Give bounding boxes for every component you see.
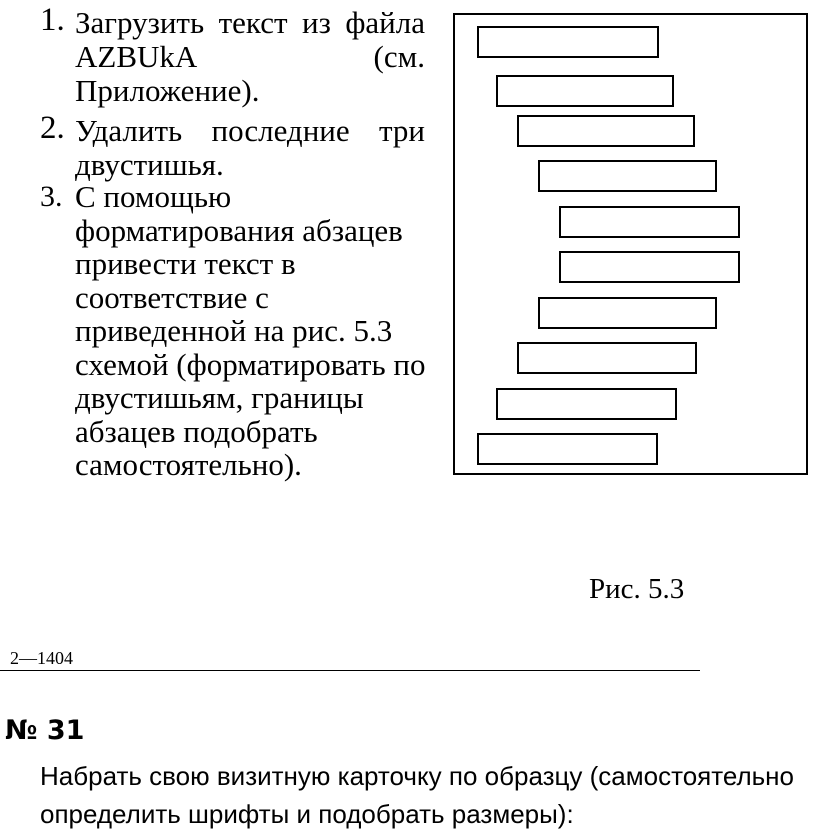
exercise-line-1: Набрать свою визитную карточку по образцу (самостоятельно [40,761,794,791]
task-3-line: соответствие с [75,279,269,315]
task-2-number: 2. [40,110,65,146]
task-1-line-1 [75,6,425,40]
word: из [302,5,331,40]
task-2-line-2 [75,148,425,182]
word: Загрузить [75,5,205,40]
figure-frame [453,13,808,475]
word: три [378,113,425,148]
paragraph-block-8 [517,342,697,374]
task-3-line: привести текст в [75,246,296,281]
task-3-line: самостоятельно). [75,447,302,482]
paragraph-block-6 [559,251,740,283]
task-3-line: схемой (форматировать по [75,346,426,382]
word: Приложение). [75,73,260,108]
task-3-line: С помощью [75,179,232,214]
task-2-line-1 [75,114,425,148]
word: последние [211,113,350,148]
task-3-number: 3. [40,180,63,213]
task-1-number: 1. [40,2,65,38]
paragraph-block-5 [559,206,740,238]
paragraph-block-3 [517,115,695,147]
word: текст [218,5,288,40]
footer-divider [0,670,700,671]
task-2-text [75,114,425,182]
paragraph-block-4 [538,160,717,192]
page-signature: 2—1404 [10,648,73,668]
exercise-number: № 31 [5,715,85,746]
word: двустишья. [75,147,224,182]
exercise-line-2: определить шрифты и подобрать размеры): [40,799,574,829]
task-3-line: форматирования абзацев [75,212,403,248]
word: (см. [373,39,425,74]
paragraph-block-10 [477,433,658,465]
word: Удалить [75,113,183,148]
task-1-line-2 [75,40,425,74]
paragraph-block-1 [477,26,659,58]
paragraph-block-2 [496,75,674,107]
paragraph-block-9 [496,388,677,420]
task-1-line-3 [75,74,425,108]
word: AZBUkA [75,39,198,74]
figure-caption: Рис. 5.3 [589,573,685,605]
task-3-text [75,180,445,482]
word: файла [345,5,425,40]
task-3-line: двустишьям, границы [75,380,364,415]
task-1-text [75,6,425,108]
task-3-line: абзацев подобрать [75,413,318,449]
paragraph-block-7 [538,297,717,329]
task-3-line: приведенной на рис. 5.3 [75,313,393,348]
